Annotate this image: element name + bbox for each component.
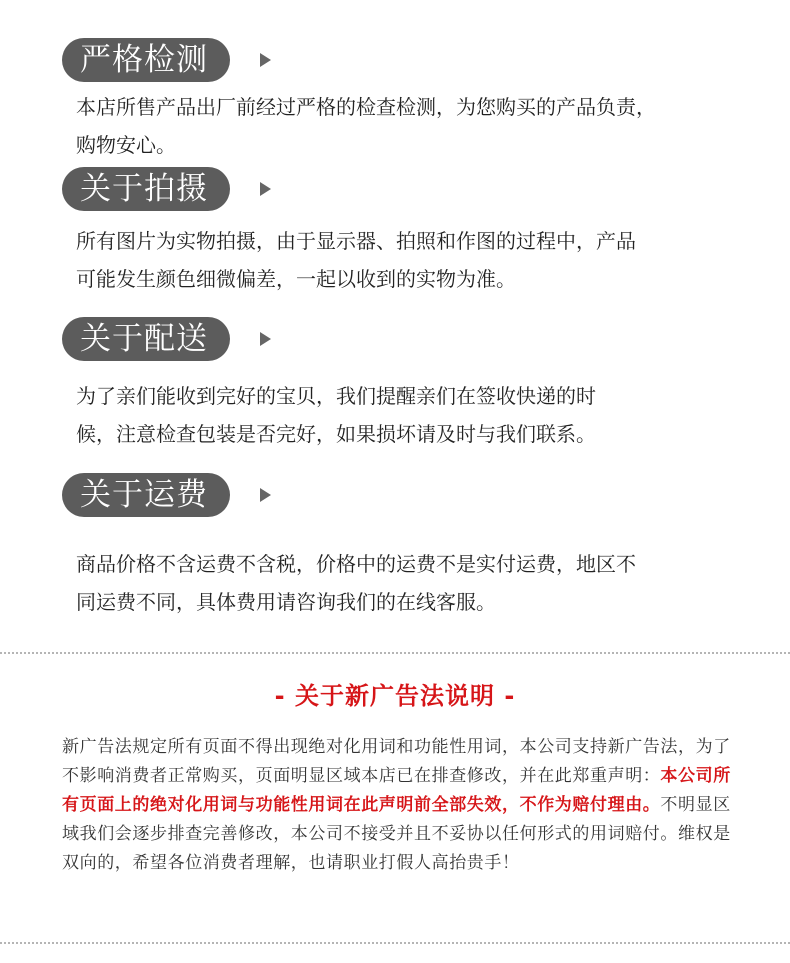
paragraph-line: 候，注意检查包装是否完好，如果损坏请及时与我们联系。 (76, 422, 596, 446)
section-heading-pill: 关于配送 (62, 317, 230, 361)
notice-title: - 关于新广告法说明 - (274, 682, 516, 710)
arrow-right-icon (260, 488, 271, 502)
notice-highlight: 本公司所有页面上的绝对化用词与功能性用词在此声明前全部失效，不作为赔付理由。 (62, 766, 731, 815)
paragraph-line: 可能发生颜色细微偏差，一起以收到的实物为准。 (76, 267, 516, 291)
arrow-right-icon (260, 53, 271, 67)
paragraph-line: 同运费不同，具体费用请咨询我们的在线客服。 (76, 590, 496, 614)
dotted-divider (0, 652, 790, 654)
section-paragraph (76, 88, 736, 164)
section-heading-row (62, 166, 271, 212)
paragraph-line: 购物安心。 (76, 133, 176, 157)
arrow-right-icon (260, 182, 271, 196)
section-heading-pill: 关于拍摄 (62, 167, 230, 211)
section-heading-row (62, 472, 271, 518)
section-heading-row (62, 316, 271, 362)
section-heading-row (62, 37, 271, 83)
section-paragraph (76, 377, 736, 453)
section-paragraph (76, 545, 736, 621)
paragraph-line: 所有图片为实物拍摄，由于显示器、拍照和作图的过程中，产品 (76, 229, 636, 253)
notice-text: 不明显区域我们会逐步排查完善修改，本公司不接受并且不妥协以任何形式的用词赔付。维权是双向的，希望各位消费者理解，也请职业打假人高抬贵手！ (62, 795, 731, 873)
notice-text: 新广告法规定所有页面不得出现绝对化用词和功能性用词，本公司支持新广告法，为了不影响消费者正常购买，页面明显区域本店已在排查修改，并在此郑重声明： (62, 737, 731, 786)
section-heading-pill: 关于运费 (62, 473, 230, 517)
arrow-right-icon (260, 332, 271, 346)
paragraph-line: 本店所售产品出厂前经过严格的检查检测，为您购买的产品负责， (76, 95, 656, 119)
notice-body (62, 733, 742, 878)
section-paragraph (76, 222, 736, 298)
dotted-divider (0, 942, 790, 944)
section-heading-pill: 严格检测 (62, 38, 230, 82)
paragraph-line: 商品价格不含运费不含税，价格中的运费不是实付运费，地区不 (76, 552, 636, 576)
paragraph-line: 为了亲们能收到完好的宝贝，我们提醒亲们在签收快递的时 (76, 384, 596, 408)
